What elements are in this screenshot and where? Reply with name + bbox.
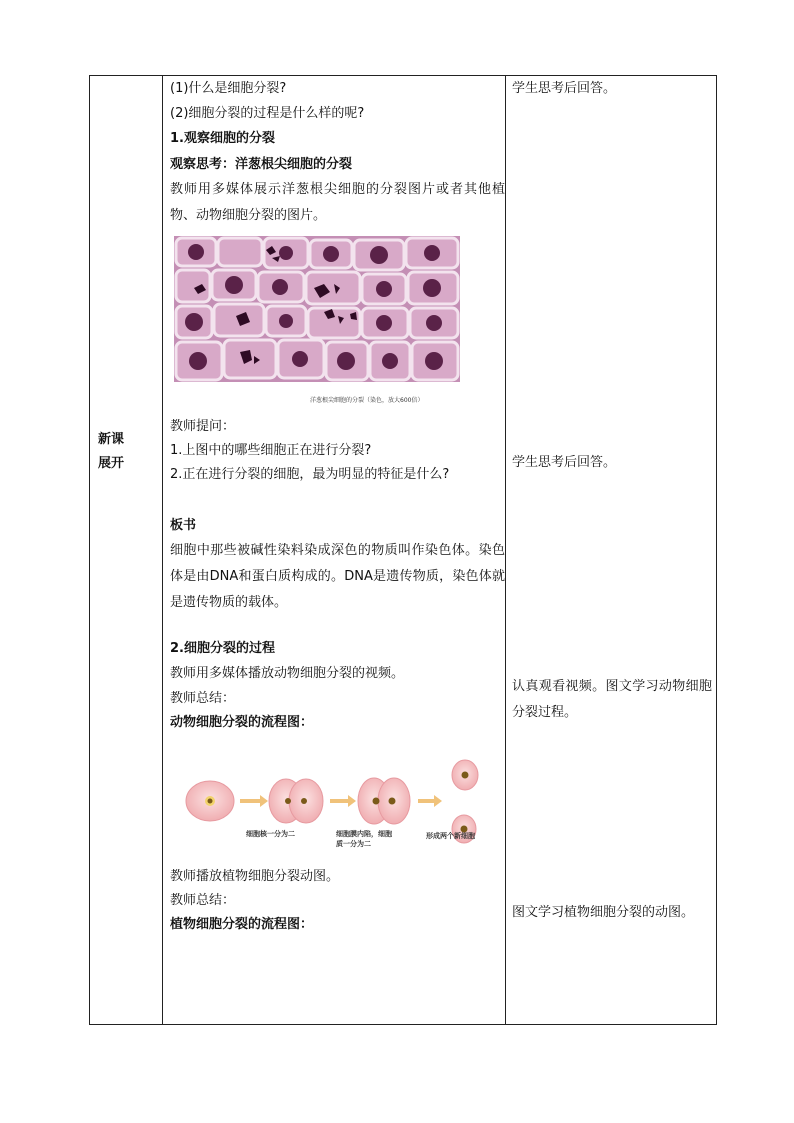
board-text: 细胞中那些被碱性染料染成深色的物质叫作染色体。染色体是由DNA和蛋白质构成的。DNA是遗传物质，染色体就是遗传物质的载体。: [170, 543, 505, 610]
teacher-ask-2: 2.正在进行分裂的细胞，最为明显的特征是什么?: [170, 467, 450, 482]
micrograph-svg: [174, 236, 460, 382]
heading-division-process: 2.细胞分裂的过程: [170, 641, 275, 656]
teacher-column: [170, 76, 505, 1024]
student-column: [512, 76, 712, 1024]
summary-label-1: 教师总结：: [170, 691, 236, 706]
micrograph-caption: 洋葱根尖细胞的分裂（染色，放大600倍）: [310, 397, 424, 404]
section-label-line2: 展开: [98, 456, 125, 471]
student-response-3: 认真观看视频。图文学习动物细胞分裂过程。: [512, 679, 712, 720]
animal-caption-1: 细胞核一分为二: [246, 830, 295, 838]
cell-stage-1: [186, 781, 234, 821]
subheading-onion-root: 观察思考：洋葱根尖细胞的分裂: [170, 157, 353, 172]
question-1: (1)什么是细胞分裂?: [170, 81, 287, 96]
animal-caption-3: 形成两个新细胞: [426, 832, 475, 840]
teacher-ask-label: 教师提问：: [170, 419, 236, 434]
section-label: [98, 428, 154, 476]
plant-video-line: 教师播放植物细胞分裂动图。: [170, 869, 340, 884]
animal-caption-2: 细胞膜内陷，细胞质一分为二: [336, 830, 392, 848]
summary-label-2: 教师总结：: [170, 893, 236, 908]
student-response-2: 学生思考后回答。: [512, 455, 617, 470]
intro-paragraph: 教师用多媒体展示洋葱根尖细胞的分裂图片或者其他植物、动物细胞分裂的图片。: [170, 182, 505, 223]
heading-observe-division: 1.观察细胞的分裂: [170, 131, 275, 146]
onion-root-micrograph: [174, 236, 460, 382]
column-divider-2: [505, 76, 506, 1024]
cell-stage-3: [358, 778, 410, 824]
plant-flow-title: 植物细胞分裂的流程图：: [170, 917, 314, 932]
board-label: 板书: [170, 518, 197, 533]
lesson-table: [89, 75, 717, 1025]
section-column: [90, 76, 162, 1024]
question-2: (2)细胞分裂的过程是什么样的呢?: [170, 106, 365, 121]
animal-flow-title: 动物细胞分裂的流程图：: [170, 715, 314, 730]
video-line: 教师用多媒体播放动物细胞分裂的视频。: [170, 666, 405, 681]
student-response-1: 学生思考后回答。: [512, 81, 617, 96]
section-label-line1: 新课: [98, 432, 125, 447]
student-response-4: 图文学习植物细胞分裂的动图。: [512, 905, 695, 920]
column-divider-1: [162, 76, 163, 1024]
cell-stage-2: [269, 779, 323, 823]
teacher-ask-1: 1.上图中的哪些细胞正在进行分裂?: [170, 443, 372, 458]
